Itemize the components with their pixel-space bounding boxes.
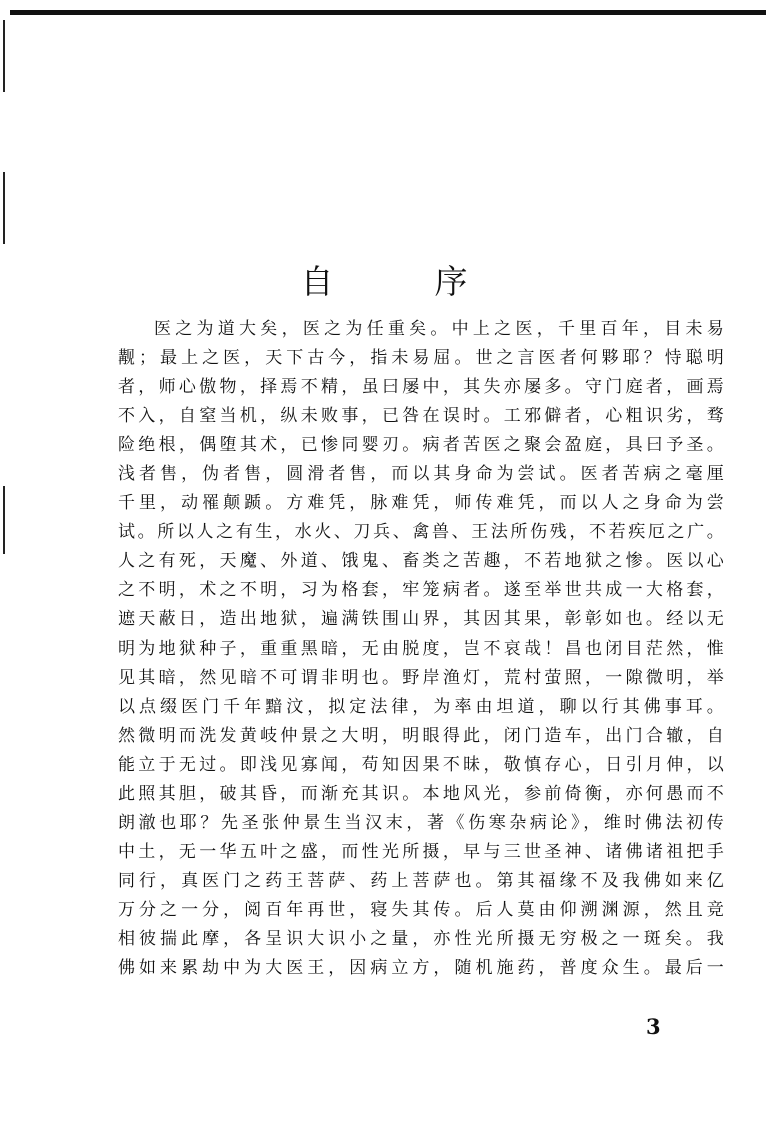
text-line: 同行，真医门之药王菩萨、药上菩萨也。第其福缘不及我佛如来亿	[118, 870, 724, 891]
text-line: 明为地狱种子，重重黑暗，无由脱度，岂不哀哉！昌也闭目茫然，惟	[118, 638, 724, 659]
text-line: 万分之一分，阅百年再世，寝失其传。后人莫由仰溯渊源，然且竞	[118, 899, 724, 920]
text-line: 之不明，术之不明，习为格套，牢笼病者。遂至举世共成一大格套，	[118, 580, 724, 601]
page-title: 自 序	[300, 262, 502, 302]
text-line: 浅者售，伪者售，圆滑者售，而以其身命为尝试。医者苦病之毫厘	[118, 464, 724, 485]
scan-edge-mark	[3, 172, 5, 244]
scan-edge-mark	[3, 20, 5, 92]
text-line: 不入，自窒当机，纵未败事，已咎在误时。工邪僻者，心粗识劣，骛	[118, 406, 724, 427]
text-line: 险绝根，偶堕其术，已惨同婴刃。病者苦医之聚会盈庭，具曰予圣。	[118, 435, 724, 456]
text-line: 遮天蔽日，造出地狱，遍满铁围山界，其因其果，彰彰如也。经以无	[118, 609, 724, 630]
page-number: 3	[646, 1014, 661, 1039]
text-line: 朗澈也耶？先圣张仲景生当汉末，著《伤寒杂病论》，维时佛法初传	[118, 812, 724, 833]
top-border-rule	[10, 10, 766, 15]
text-line: 中土，无一华五叶之盛，而性光所摄，早与三世圣神、诸佛诸祖把手	[118, 841, 724, 862]
text-line: 人之有死，天魔、外道、饿鬼、畜类之苦趣，不若地狱之惨。医以心	[118, 551, 724, 572]
text-line: 觏；最上之医，天下古今，指未易屈。世之言医者何夥耶？恃聪明	[118, 348, 724, 369]
preface-paragraph	[118, 315, 724, 983]
text-line: 试。所以人之有生，水火、刀兵、禽兽、王法所伤残，不若疾厄之广。	[118, 522, 724, 543]
text-line: 相彼揣此摩，各呈识大识小之量，亦性光所摄无穷极之一斑矣。我	[118, 928, 724, 949]
scan-edge-mark	[3, 486, 5, 554]
text-line: 医之为道大矣，医之为任重矣。中上之医，千里百年，目未易	[154, 319, 724, 339]
text-line: 此照其胆，破其昏，而渐充其识。本地风光，参前倚衡，亦何愚而不	[118, 783, 724, 804]
text-line: 能立于无过。即浅见寡闻，苟知因果不昧，敬慎存心，日引月伸，以	[118, 754, 724, 775]
text-line: 然微明而洗发黄岐仲景之大明，明眼得此，闭门造车，出门合辙，自	[118, 725, 724, 746]
text-line: 者，师心傲物，择焉不精，虽曰屡中，其失亦屡多。守门庭者，画焉	[118, 377, 724, 398]
text-line: 佛如来累劫中为大医王，因病立方，随机施药，普度众生。最后一	[118, 958, 724, 979]
text-line: 千里，动罹颠踬。方难凭，脉难凭，师传难凭，而以人之身命为尝	[118, 493, 724, 514]
text-line: 以点缀医门千年黯汶，拟定法律，为率由坦道，聊以行其佛事耳。	[118, 696, 724, 717]
text-line: 见其暗，然见暗不可谓非明也。野岸渔灯，荒村萤照，一隙微明，举	[118, 667, 724, 688]
